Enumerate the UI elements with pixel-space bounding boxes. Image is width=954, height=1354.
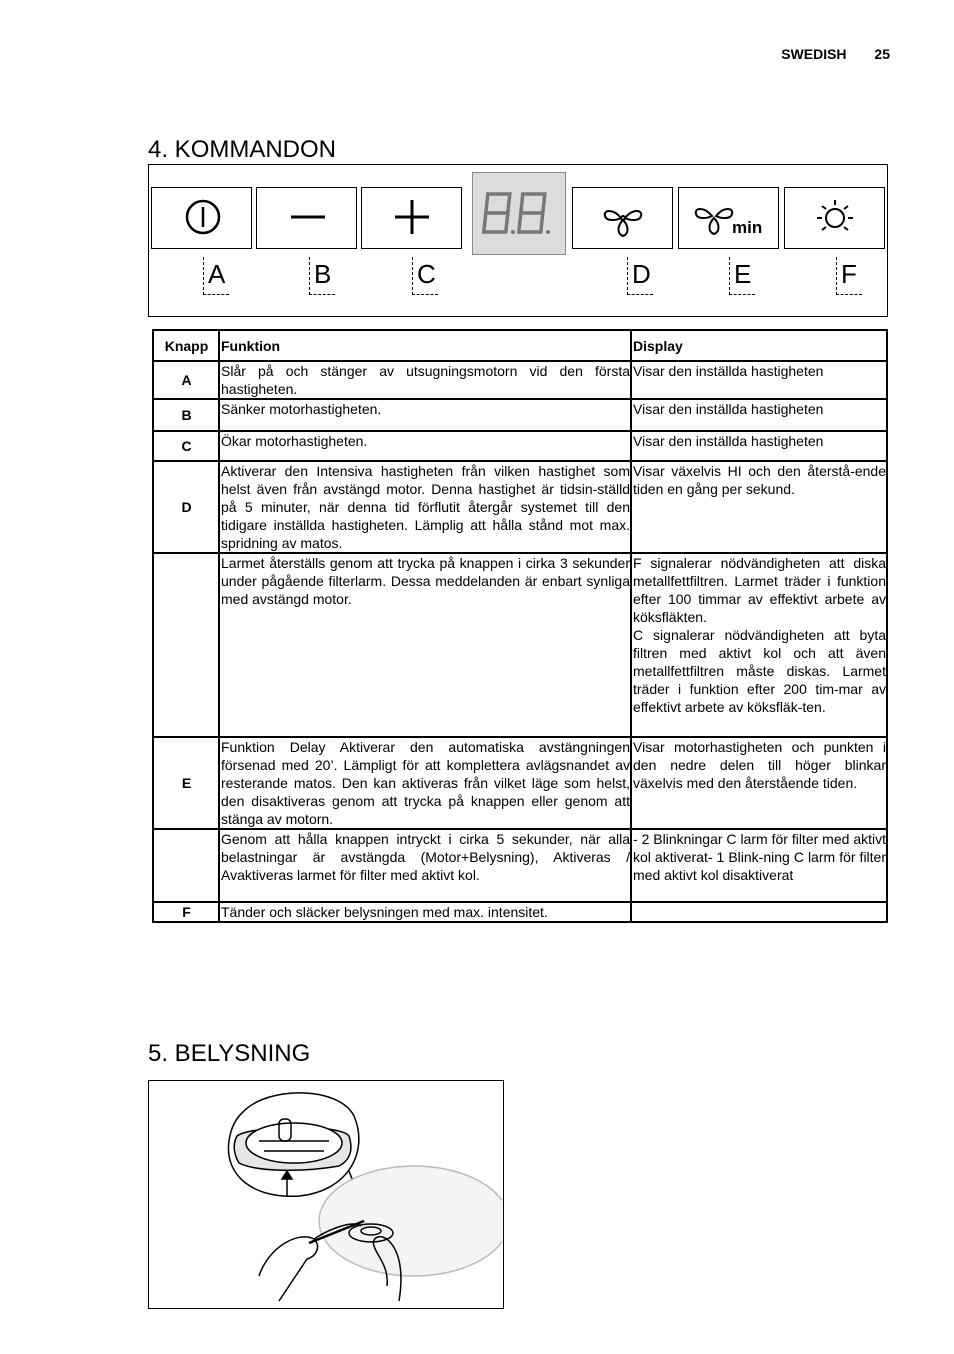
light-button[interactable] (784, 187, 885, 249)
cell-funktion: Larmet återställs genom att trycka på knappen i cirka 3 sekunder under pågående filterlarm. Dessa meddelanden är enbart synliga med avstängd motor. (219, 553, 631, 737)
table-header-row (153, 330, 887, 361)
cell-display: Visar den inställda hastigheten (631, 399, 887, 431)
cell-knapp (153, 829, 219, 902)
table-row (153, 902, 887, 922)
label-b: B (309, 257, 335, 295)
table-row (153, 431, 887, 461)
label-a: A (203, 257, 229, 295)
cell-knapp (153, 553, 219, 737)
minus-button[interactable] (256, 187, 357, 249)
table-row (153, 737, 887, 829)
language-label: SWEDISH (781, 46, 847, 62)
fan-min-icon (679, 188, 777, 247)
label-f: F (836, 257, 862, 295)
cell-display: Visar den inställda hastigheten (631, 361, 887, 399)
page-header (781, 46, 890, 62)
cell-funktion: Tänder och släcker belysningen med max. intensitet. (219, 902, 631, 922)
label-d: D (627, 257, 653, 295)
table-row (153, 829, 887, 902)
cell-knapp: B (153, 399, 219, 431)
fan-boost-button[interactable] (572, 187, 673, 249)
col-header-funktion: Funktion (219, 330, 631, 361)
fan-delay-button[interactable] (678, 187, 779, 249)
plus-button[interactable] (361, 187, 462, 249)
table-row (153, 461, 887, 553)
cell-display: Visar den inställda hastigheten (631, 431, 887, 461)
cell-funktion: Sänker motorhastigheten. (219, 399, 631, 431)
light-icon (785, 188, 883, 247)
control-panel-diagram (148, 164, 888, 317)
cell-funktion: Slår på och stänger av utsugningsmotorn vid den första hastigheten. (221, 363, 630, 397)
cell-display: Visar motorhastigheten och punkten i den nedre delen till höger blinkar växelvis med den återstående tiden. (631, 737, 887, 829)
table-row (153, 399, 887, 431)
power-icon (152, 188, 250, 247)
seven-segment-display (472, 172, 566, 255)
cell-funktion: Genom att hålla knappen intryckt i cirka 5 sekunder, när alla belastningar är avstängda (Motor+Belysning), Aktiveras / Avaktiveras larmet för filter med aktivt kol. (219, 829, 631, 902)
section-title-kommandon: 4. KOMMANDON (148, 136, 337, 163)
cell-knapp: C (153, 431, 219, 461)
lamp-replacement-drawing (149, 1081, 502, 1307)
section-title-belysning: 5. BELYSNING (148, 1040, 311, 1067)
label-c: C (412, 257, 438, 295)
page-number: 25 (874, 46, 890, 62)
cell-funktion: Aktiverar den Intensiva hastigheten från vilken hastighet som helst även från avstängd motor. Denna hastighet är tidsin-ställd på 5 minuter, när denna tid förflutit återgår systemet till den tidigare inställda hastigheten. Lämplig att hålla stånd mot max. spridning av matos. (221, 463, 630, 551)
cell-display: - 2 Blinkningar C larm för filter med aktivt kol aktiverat- 1 Blink-ning C larm för filter med aktivt kol disaktiverat (631, 829, 887, 902)
table-row (153, 361, 887, 399)
cell-knapp: D (153, 461, 219, 553)
cell-knapp: E (153, 737, 219, 829)
cell-funktion: Ökar motorhastigheten. (219, 431, 631, 461)
label-e: E (729, 257, 755, 295)
cell-funktion: Funktion Delay Aktiverar den automatiska avstängningen försenad med 20’. Lämpligt för att komplettera avlägsnandet av resterande matos. Den kan aktiveras från vilket läge som helst, den disaktiveras genom att trycka på knappen eller genom att stänga av motorn. (221, 739, 630, 827)
display-digits-graphic (473, 173, 564, 253)
fan-min-text: min (732, 218, 763, 237)
plus-icon (362, 188, 460, 247)
col-header-knapp: Knapp (153, 330, 219, 361)
power-button[interactable] (151, 187, 252, 249)
cell-display: F signalerar nödvändigheten att diska metallfettfiltren. Larmet träder i funktion efter 100 timmar av effektivt arbete av köksfläkten. C signalerar nödvändigheten att byta filtren med aktivt kol och att även metallfettfiltren måste diskas. Larmet träder i funktion efter 200 tim-mar av effektivt arbete av köksfläk-ten. (631, 553, 887, 737)
cell-knapp: A (153, 361, 219, 399)
cell-display: Visar växelvis HI och den återstå-ende tiden en gång per sekund. (631, 461, 887, 553)
cell-knapp: F (153, 902, 219, 922)
minus-icon (257, 188, 355, 247)
col-header-display: Display (631, 330, 887, 361)
table-row (153, 553, 887, 737)
command-table (152, 329, 888, 923)
lighting-illustration (148, 1080, 504, 1309)
fan-icon (573, 188, 671, 247)
cell-display (631, 902, 887, 922)
